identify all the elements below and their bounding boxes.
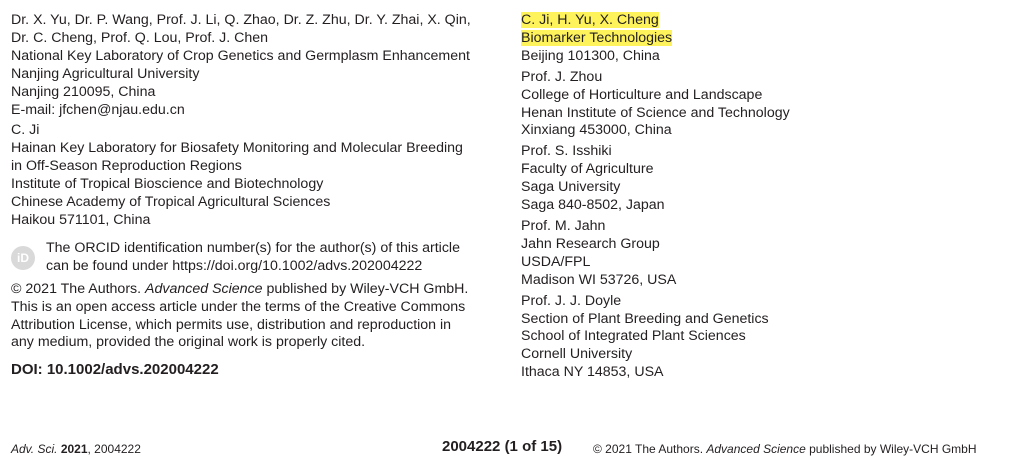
footer-journal-abbr: Adv. Sci. bbox=[11, 442, 58, 456]
affiliation-line: School of Integrated Plant Sciences bbox=[521, 328, 746, 345]
license-line bbox=[11, 281, 501, 299]
footer-article-number: , 2004222 bbox=[87, 442, 141, 456]
author-name: C. Ji bbox=[11, 122, 40, 139]
affiliation-block-hainan bbox=[11, 122, 501, 229]
affiliation-block-jahn bbox=[521, 218, 1011, 290]
footer-citation bbox=[11, 441, 141, 457]
footer-copyright-prefix: © 2021 The Authors. bbox=[593, 442, 707, 456]
address-line: Nanjing 210095, China bbox=[11, 83, 156, 100]
footer-journal-name: Advanced Science bbox=[706, 442, 806, 456]
affiliation-line: National Key Laboratory of Crop Genetics and Germplasm Enhancement bbox=[11, 47, 470, 64]
license-publisher: published by Wiley-VCH GmbH. bbox=[262, 280, 469, 297]
affiliation-line: Institute of Tropical Bioscience and Biotechnology bbox=[11, 176, 324, 193]
affiliation-line: Hainan Key Laboratory for Biosafety Monitoring and Molecular Breeding bbox=[11, 140, 463, 157]
highlighted-text: Biomarker Technologies bbox=[521, 29, 673, 46]
affiliation-block-cornell bbox=[521, 293, 1011, 383]
footer-publisher: published by Wiley-VCH GmbH bbox=[805, 442, 977, 456]
affiliation-line: Section of Plant Breeding and Genetics bbox=[521, 310, 769, 327]
address-line: Beijing 101300, China bbox=[521, 47, 660, 64]
affiliation-line: Saga University bbox=[521, 179, 621, 196]
license-line: Attribution License, which permits use, distribution and reproduction in bbox=[11, 316, 452, 333]
author-name: Prof. M. Jahn bbox=[521, 217, 606, 234]
email-line[interactable]: E-mail: jfchen@njau.edu.cn bbox=[11, 101, 185, 118]
affiliation-line: Faculty of Agriculture bbox=[521, 161, 654, 178]
highlighted-text: C. Ji, H. Yu, X. Cheng bbox=[521, 12, 659, 28]
footer-page-label: 2004222 (1 of 15) bbox=[442, 438, 563, 455]
license-journal-name: Advanced Science bbox=[145, 280, 263, 297]
affiliation-line: Cornell University bbox=[521, 346, 633, 363]
left-column bbox=[11, 12, 501, 379]
license-notice bbox=[11, 281, 501, 353]
author-list-line: Dr. C. Cheng, Prof. Q. Lou, Prof. J. Chen bbox=[11, 29, 269, 46]
address-line: Xinxiang 453000, China bbox=[521, 122, 672, 139]
orcid-text-line: The ORCID identification number(s) for the author(s) of this article bbox=[46, 239, 460, 256]
author-name: Prof. J. Zhou bbox=[521, 68, 603, 85]
author-name: Prof. S. Isshiki bbox=[521, 143, 612, 160]
affiliation-line: College of Horticulture and Landscape bbox=[521, 86, 763, 103]
license-copyright: © 2021 The Authors. bbox=[11, 280, 146, 297]
license-line: any medium, provided the original work is properly cited. bbox=[11, 334, 366, 351]
footer-copyright bbox=[593, 441, 977, 457]
address-line: Ithaca NY 14853, USA bbox=[521, 364, 664, 381]
affiliation-line: Jahn Research Group bbox=[521, 235, 660, 252]
highlighted-affiliation-line bbox=[521, 30, 1011, 48]
affiliation-block-henan bbox=[521, 69, 1011, 141]
affiliation-block-saga bbox=[521, 143, 1011, 215]
address-line: Haikou 571101, China bbox=[11, 211, 151, 228]
affiliation-block-nanjing bbox=[11, 12, 501, 119]
author-list-line: Dr. X. Yu, Dr. P. Wang, Prof. J. Li, Q. Zhao, Dr. Z. Zhu, Dr. Y. Zhai, X. Qin, bbox=[11, 12, 471, 28]
license-line: This is an open access article under the terms of the Creative Commons bbox=[11, 298, 466, 315]
affiliation-line: Henan Institute of Science and Technology bbox=[521, 104, 790, 121]
affiliation-line: Chinese Academy of Tropical Agricultural Sciences bbox=[11, 194, 331, 211]
affiliation-line: Nanjing Agricultural University bbox=[11, 65, 200, 82]
right-column bbox=[521, 12, 1011, 385]
orcid-notice bbox=[11, 240, 501, 276]
affiliation-block-biomarker bbox=[521, 12, 1011, 66]
affiliation-line: in Off-Season Reproduction Regions bbox=[11, 158, 242, 175]
doi-label[interactable]: DOI: 10.1002/advs.202004222 bbox=[11, 361, 219, 379]
orcid-icon[interactable]: iD bbox=[11, 246, 35, 270]
highlighted-author-line bbox=[521, 12, 1011, 30]
author-name: Prof. J. J. Doyle bbox=[521, 292, 622, 309]
orcid-link-line[interactable]: can be found under https://doi.org/10.1002/advs.202004222 bbox=[46, 257, 423, 274]
affiliation-line: USDA/FPL bbox=[521, 253, 591, 270]
footer-year: 2021 bbox=[60, 442, 88, 456]
address-line: Saga 840-8502, Japan bbox=[521, 197, 665, 214]
address-line: Madison WI 53726, USA bbox=[521, 271, 677, 288]
